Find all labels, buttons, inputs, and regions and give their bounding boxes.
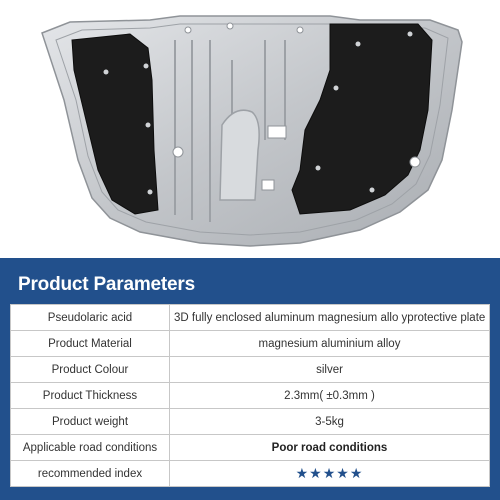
parameters-title: Product Parameters bbox=[18, 274, 195, 295]
table-row bbox=[11, 357, 490, 383]
row-label: Product weight bbox=[11, 409, 170, 435]
row-label: Pseudolaric acid bbox=[11, 305, 170, 331]
table-row bbox=[11, 305, 490, 331]
row-value: 2.3mm( ±0.3mm ) bbox=[170, 383, 490, 409]
product-parameters-panel bbox=[0, 258, 500, 500]
table-row bbox=[11, 409, 490, 435]
row-value: silver bbox=[170, 357, 490, 383]
row-label: Product Colour bbox=[11, 357, 170, 383]
row-label: Product Material bbox=[11, 331, 170, 357]
table-row bbox=[11, 461, 490, 487]
table-row bbox=[11, 435, 490, 461]
parameters-table bbox=[10, 304, 490, 487]
table-row bbox=[11, 383, 490, 409]
row-label: Applicable road conditions bbox=[11, 435, 170, 461]
row-label: Product Thickness bbox=[11, 383, 170, 409]
plate-bump bbox=[220, 110, 259, 200]
row-value: magnesium aluminium alloy bbox=[170, 331, 490, 357]
rating-cell bbox=[170, 461, 490, 487]
table-row bbox=[11, 331, 490, 357]
row-value: 3-5kg bbox=[170, 409, 490, 435]
star-rating-icon: ★★★★★ bbox=[295, 465, 364, 481]
row-label: recommended index bbox=[11, 461, 170, 487]
row-value: Poor road conditions bbox=[170, 435, 490, 461]
row-value: 3D fully enclosed aluminum magnesium allo yprotective plate bbox=[170, 305, 490, 331]
